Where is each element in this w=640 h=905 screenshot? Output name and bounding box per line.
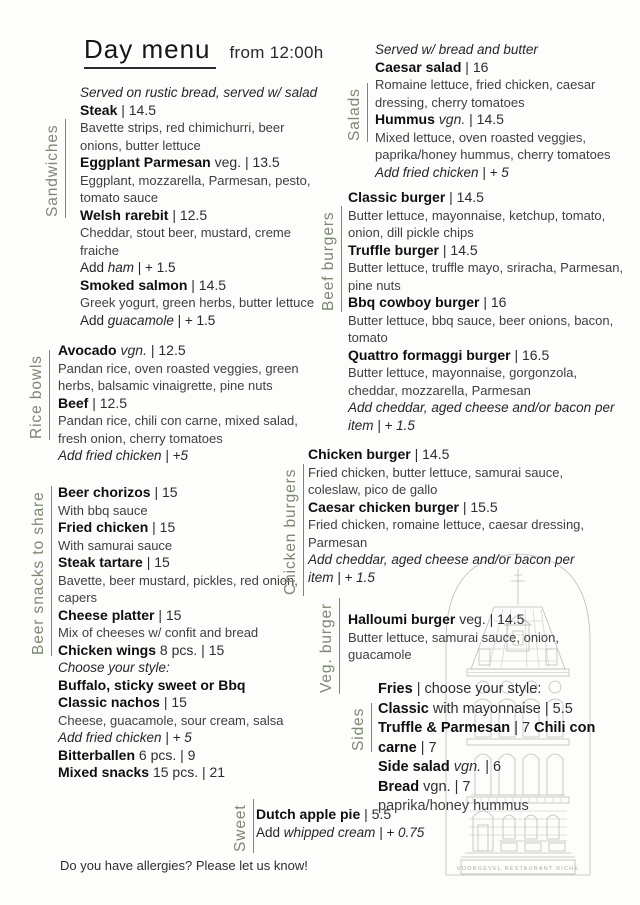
item-name: Beef	[58, 394, 89, 411]
item-text: | 15	[150, 484, 178, 500]
item-text: Served on rustic bread, served w/ salad	[80, 85, 318, 100]
item-text: Add cheddar, aged cheese and/or bacon per item | + 1.5	[348, 400, 615, 433]
item-text: Bavette, beer mustard, pickles, red onion, capers	[58, 572, 298, 605]
section-label-sides: Sides	[350, 703, 372, 752]
menu-addon	[348, 399, 626, 434]
item-text: Add fried chicken | + 5	[58, 730, 192, 745]
item-name: Welsh rarebit	[80, 206, 169, 223]
item-name: Truffle burger	[348, 241, 440, 258]
menu-item	[348, 294, 626, 312]
item-text: 8 pcs. | 15	[156, 641, 225, 658]
item-text: With samurai sauce	[58, 537, 173, 553]
item-text: Add	[80, 260, 108, 275]
menu-note	[80, 84, 318, 102]
item-text: Add fried chicken | + 5	[375, 164, 509, 180]
menu-addon	[80, 312, 318, 330]
menu-item	[378, 719, 628, 758]
item-text: | 6	[481, 759, 502, 775]
item-text: | 15	[148, 519, 176, 535]
item-text: | 14.5	[439, 241, 478, 258]
menu-item-description	[375, 76, 627, 111]
item-text: Fried chicken, romaine lettuce, caesar dressing, Parmesan	[308, 517, 585, 550]
menu-item	[378, 778, 628, 798]
menu-item	[308, 446, 598, 464]
item-text: Add	[256, 824, 284, 840]
item-text: veg. | 13.5	[210, 154, 280, 170]
item-text: | 15.5	[458, 498, 498, 515]
item-name: Eggplant Parmesan	[80, 154, 211, 170]
menu-addon	[308, 551, 598, 586]
menu-item	[58, 554, 308, 572]
item-text: | 15	[159, 694, 187, 710]
item-text: | 7	[510, 720, 535, 736]
item-name: Caesar chicken burger	[308, 498, 459, 515]
section-beef-burgers	[348, 189, 626, 434]
item-text: | 15	[142, 554, 170, 570]
sketch-caption: VOORGEVEL RESTAURANT RICHE	[456, 866, 580, 872]
item-name: Steak	[80, 101, 118, 118]
item-name: Bread	[378, 778, 420, 795]
item-text: guacamole	[107, 312, 174, 328]
menu-item-description	[80, 224, 318, 259]
item-name: Mixed snacks	[58, 764, 150, 780]
item-text: Add cheddar, aged cheese and/or bacon per item | + 1.5	[308, 552, 575, 585]
item-text: Romaine lettuce, fried chicken, caesar dressing, cherry tomatoes	[375, 77, 596, 110]
menu-item-description	[348, 207, 626, 242]
item-text: | 14.5	[410, 446, 450, 462]
item-text: 15 pcs. | 21	[149, 764, 226, 780]
item-text: | 7	[416, 739, 437, 756]
menu-item-description	[58, 360, 308, 395]
section-sides	[378, 680, 628, 817]
menu-item-description	[378, 797, 628, 817]
menu-note	[375, 41, 627, 59]
menu-item	[375, 111, 627, 129]
menu-item-description	[80, 119, 318, 154]
menu-item	[348, 242, 626, 260]
menu-item	[80, 154, 318, 172]
page-subtitle: from 12:00h	[229, 43, 324, 62]
menu-item	[348, 189, 626, 207]
item-text: veg. | 14.5	[455, 611, 525, 627]
item-text: Cheddar, stout beer, mustard, creme fraiche	[80, 225, 291, 258]
section-label-veg-burger: Veg. burger	[318, 598, 340, 694]
menu-item	[378, 700, 628, 720]
item-text: | 12.5	[168, 206, 208, 223]
menu-item-description	[58, 537, 308, 555]
menu-addon	[375, 164, 627, 182]
item-text: Butter lettuce, samurai sauce, onion, guacamole	[348, 629, 560, 662]
menu-addon	[256, 824, 476, 842]
item-text: | 5.5	[360, 806, 392, 822]
item-text: Mixed lettuce, oven roasted veggies, paprika/honey hummus, cherry tomatoes	[375, 129, 611, 162]
item-text: vgn.	[438, 111, 466, 127]
item-text: | 14.5	[117, 101, 157, 118]
item-text: | 16	[461, 58, 489, 75]
item-text: Pandan rice, oven roasted veggies, green herbs, balsamic vinaigrette, pine nuts	[58, 360, 299, 393]
menu-item-description	[348, 259, 626, 294]
item-text: vgn.	[120, 342, 147, 358]
item-name: Cheese platter	[58, 606, 155, 623]
menu-item-description	[348, 629, 588, 664]
section-label-sweet: Sweet	[232, 799, 254, 853]
menu-item	[348, 347, 626, 365]
menu-item	[348, 611, 588, 629]
menu-item	[58, 484, 308, 502]
item-name: Chicken burger	[308, 446, 411, 462]
item-text: | 16	[479, 294, 507, 310]
item-text: | 12.5	[88, 394, 128, 411]
menu-item-description	[308, 516, 598, 551]
item-text: Butter lettuce, mayonnaise, gorgonzola, cheddar, mozzarella, Parmesan	[348, 365, 578, 398]
item-text: | 12.5	[146, 342, 186, 358]
item-text: Butter lettuce, bbq sauce, beer onions, bacon, tomato	[348, 312, 614, 345]
page-title: Day menu	[84, 34, 216, 69]
menu-item	[80, 102, 318, 120]
item-text: Mix of cheeses w/ confit and bread	[58, 625, 259, 640]
menu-item-description	[58, 624, 308, 642]
section-label-rice-bowls: Rice bowls	[28, 350, 50, 440]
menu-item-description	[80, 294, 318, 312]
menu-item	[80, 277, 318, 295]
menu-item-description	[80, 172, 318, 207]
item-text: ham	[107, 260, 135, 275]
section-label-chicken-burgers: Chicken burgers	[282, 464, 304, 596]
item-text: | 15	[154, 606, 182, 623]
item-text: whipped cream | + 0.75	[283, 824, 425, 840]
menu-item	[378, 680, 628, 700]
item-text: Greek yogurt, green herbs, butter lettuce	[80, 295, 315, 310]
section-rice-bowls	[58, 342, 308, 465]
menu-item	[58, 747, 308, 765]
item-text: Served w/ bread and butter	[375, 42, 538, 57]
menu-item	[375, 59, 627, 77]
menu-item	[58, 694, 308, 712]
section-label-salads: Salads	[346, 83, 368, 142]
allergy-notice: Do you have allergies? Please let us know!	[60, 858, 308, 873]
menu-addon	[80, 259, 318, 277]
item-name: Beer chorizos	[58, 484, 151, 500]
section-label-beer-snacks: Beer snacks to share	[30, 486, 52, 656]
menu-item	[308, 499, 598, 517]
item-name: Chili con carne	[378, 720, 596, 756]
item-name: Quattro formaggi burger	[348, 346, 511, 363]
item-name: Avocado	[58, 342, 117, 358]
item-name: Side salad	[378, 759, 450, 775]
menu-item	[80, 207, 318, 225]
item-text: Add	[80, 312, 108, 328]
item-name: Classic	[378, 700, 429, 717]
item-name: Buffalo, sticky sweet or Bbq	[58, 676, 246, 693]
item-text: | + 1.5	[173, 312, 216, 328]
item-text: Butter lettuce, truffle mayo, sriracha, Parmesan, pine nuts	[348, 260, 624, 293]
item-text: Fried chicken, butter lettuce, samurai sauce, coleslaw, pico de gallo	[308, 464, 564, 497]
section-salads	[375, 41, 627, 181]
menu-item	[58, 677, 308, 695]
section-veg-burger	[348, 611, 588, 664]
item-name: Classic burger	[348, 189, 446, 205]
menu-item	[58, 764, 308, 782]
item-text: | 16.5	[510, 346, 550, 363]
item-name: Chicken wings	[58, 641, 157, 658]
item-name: Smoked salmon	[80, 276, 188, 293]
menu-item	[58, 395, 308, 413]
item-text: paprika/honey hummus	[378, 798, 529, 814]
menu-addon	[58, 447, 308, 465]
item-text: | 14.5	[187, 276, 227, 293]
item-name: Dutch apple pie	[256, 806, 361, 822]
item-text: vgn. | 7	[419, 778, 471, 795]
item-name: Fried chicken	[58, 519, 149, 535]
item-text: Pandan rice, chili con carne, mixed salad, fresh onion, cherry tomatoes	[58, 413, 298, 446]
menu-item-description	[348, 312, 626, 347]
item-text: with mayonnaise | 5.5	[428, 700, 573, 717]
item-text: | choose your style:	[412, 681, 542, 697]
menu-item-description	[58, 712, 308, 730]
item-text: vgn.	[453, 759, 482, 775]
section-beer-snacks	[58, 484, 308, 782]
header	[84, 34, 324, 69]
menu-item-description	[308, 464, 598, 499]
item-text: | 14.5	[465, 111, 504, 127]
item-text: With bbq sauce	[58, 502, 148, 518]
item-name: Classic nachos	[58, 694, 160, 710]
menu-item-description	[375, 129, 627, 164]
item-text: Cheese, guacamole, sour cream, salsa	[58, 712, 284, 728]
menu-addon	[58, 729, 308, 747]
item-name: Truffle & Parmesan	[378, 720, 511, 736]
item-name: Fries	[378, 681, 413, 697]
item-name: Bbq cowboy burger	[348, 294, 480, 310]
menu-item	[58, 642, 308, 660]
item-text: | + 1.5	[134, 260, 176, 275]
item-name: Caesar salad	[375, 58, 462, 75]
item-name: Halloumi burger	[348, 611, 456, 627]
section-chicken-burgers	[308, 446, 598, 586]
menu-item-description	[58, 412, 308, 447]
section-label-sandwiches: Sandwiches	[44, 119, 66, 218]
item-name: Steak tartare	[58, 554, 143, 570]
item-text: | 14.5	[445, 189, 484, 205]
item-text: Eggplant, mozzarella, Parmesan, pesto, tomato sauce	[80, 172, 311, 205]
menu-item-description	[58, 502, 308, 520]
item-text: Butter lettuce, mayonnaise, ketchup, tomato, onion, dill pickle chips	[348, 207, 606, 240]
item-text: Bavette strips, red chimichurri, beer onions, butter lettuce	[80, 120, 285, 153]
section-label-beef-burgers: Beef burgers	[320, 206, 342, 312]
section-sandwiches	[80, 84, 318, 329]
menu-item	[58, 519, 308, 537]
menu-note	[58, 659, 308, 677]
menu-item	[58, 342, 308, 360]
item-name: Hummus	[375, 111, 435, 127]
menu-item-description	[348, 364, 626, 399]
item-text: Add fried chicken | +5	[58, 448, 188, 463]
item-text: Choose your style:	[58, 660, 170, 675]
item-text: 6 pcs. | 9	[135, 746, 196, 763]
menu-item	[378, 758, 628, 778]
menu-item-description	[58, 572, 308, 607]
item-name: Bitterballen	[58, 746, 136, 763]
menu-item	[58, 607, 308, 625]
